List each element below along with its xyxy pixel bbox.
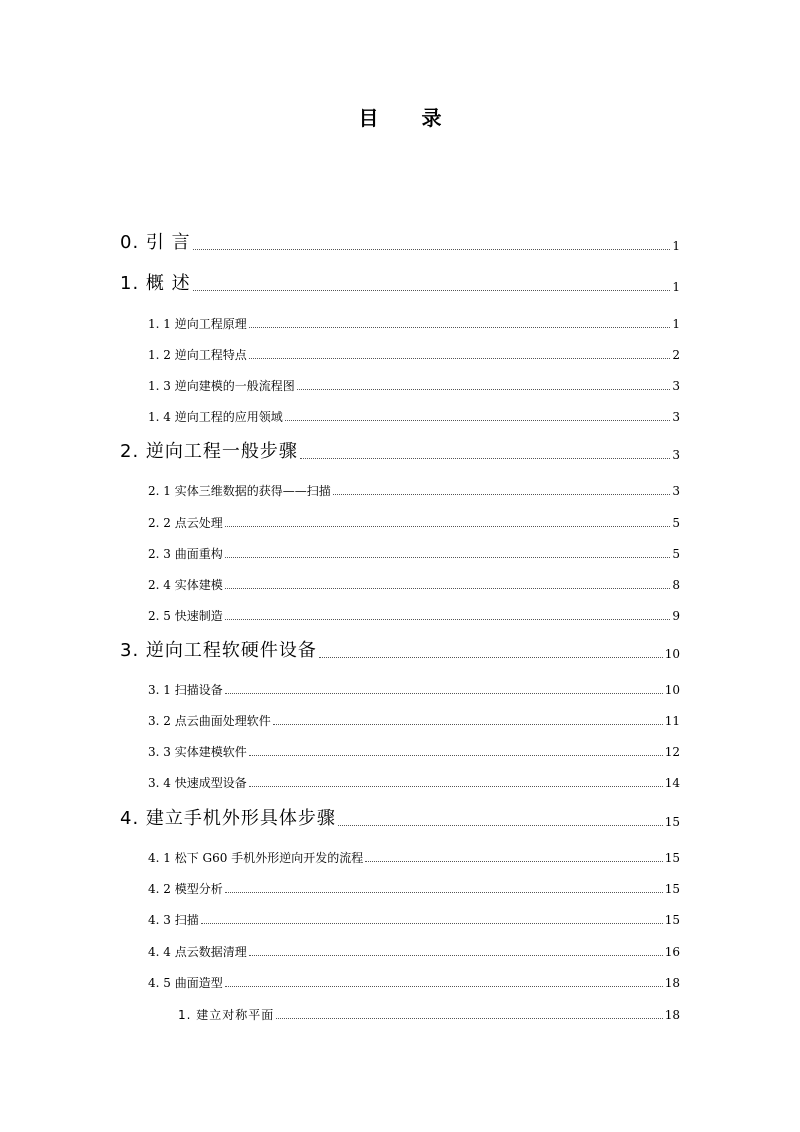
toc-entry-page: 12	[664, 745, 680, 759]
toc-entry-3-1[interactable]	[148, 672, 680, 698]
toc-entry-label: 1. 4 逆向工程的应用领域	[148, 410, 283, 424]
toc-entry-label: 1. 3 逆向建模的一般流程图	[148, 379, 295, 393]
toc-entry-page: 1	[672, 239, 680, 253]
toc-leader-dots	[225, 693, 663, 694]
toc-entry-label: 4. 建立手机外形具体步骤	[120, 808, 336, 829]
toc-entry-page: 5	[672, 516, 680, 530]
toc-entry-page: 3	[672, 448, 680, 462]
toc-entry-page: 15	[664, 913, 680, 927]
toc-entry-page: 2	[672, 348, 680, 362]
toc-entry-1-overview[interactable]	[120, 269, 680, 295]
toc-entry-page: 3	[672, 484, 680, 498]
toc-entry-3-3[interactable]	[148, 734, 680, 760]
toc-entry-label: 4. 3 扫描	[148, 913, 199, 927]
toc-entry-2-steps[interactable]	[120, 437, 680, 463]
toc-entry-label: 1. 2 逆向工程特点	[148, 348, 247, 362]
toc-entry-4-4[interactable]	[148, 934, 680, 960]
toc-leader-dots	[319, 657, 663, 658]
toc-entry-4-3[interactable]	[148, 902, 680, 928]
toc-leader-dots	[276, 1018, 662, 1019]
toc-entry-2-1[interactable]	[148, 473, 680, 499]
toc-leader-dots	[225, 986, 663, 987]
toc-entry-page: 9	[672, 609, 680, 623]
toc-entry-label: 1. 1 逆向工程原理	[148, 317, 247, 331]
toc-entry-label: 3. 2 点云曲面处理软件	[148, 714, 271, 728]
toc-entry-4-2[interactable]	[148, 871, 680, 897]
toc-entry-label: 2. 1 实体三维数据的获得——扫描	[148, 484, 331, 498]
toc-entry-1-3[interactable]	[148, 368, 680, 394]
toc-entry-page: 3	[672, 410, 680, 424]
toc-entry-label: 4. 1 松下 G60 手机外形逆向开发的流程	[148, 851, 364, 865]
toc-entry-0-intro[interactable]	[120, 228, 680, 254]
toc-entry-page: 1	[672, 317, 680, 331]
toc-leader-dots	[193, 290, 671, 291]
toc-entry-label: 1. 建立对称平面	[178, 1008, 275, 1022]
toc-entry-page: 11	[664, 714, 680, 728]
toc-leader-dots	[249, 755, 663, 756]
toc-entry-2-3[interactable]	[148, 536, 680, 562]
toc-entry-label: 3. 3 实体建模软件	[148, 745, 247, 759]
toc-entry-label: 2. 3 曲面重构	[148, 547, 223, 561]
toc-leader-dots	[225, 526, 671, 527]
toc-entry-4-1[interactable]	[148, 840, 680, 866]
toc-leader-dots	[201, 923, 663, 924]
toc-entry-label: 2. 4 实体建模	[148, 578, 223, 592]
toc-entry-label: 3. 逆向工程软硬件设备	[120, 640, 317, 661]
toc-leader-dots	[225, 892, 663, 893]
toc-entry-label: 4. 2 模型分析	[148, 882, 223, 896]
toc-entry-label: 4. 5 曲面造型	[148, 976, 223, 990]
toc-entry-page: 5	[672, 547, 680, 561]
toc-leader-dots	[225, 557, 671, 558]
toc-entry-page: 15	[664, 815, 680, 829]
toc-leader-dots	[249, 327, 671, 328]
toc-entry-3-2[interactable]	[148, 703, 680, 729]
toc-entry-label: 2. 2 点云处理	[148, 516, 223, 530]
toc-title: 目 录	[358, 106, 460, 130]
toc-leader-dots	[333, 494, 671, 495]
toc-leader-dots	[273, 724, 663, 725]
toc-entry-label: 1. 概 述	[120, 273, 191, 294]
toc-entry-page: 8	[672, 578, 680, 592]
toc-entry-label: 0. 引 言	[120, 232, 191, 253]
toc-entry-1-4[interactable]	[148, 399, 680, 425]
toc-entry-label: 3. 4 快速成型设备	[148, 776, 247, 790]
toc-entry-3-equipment[interactable]	[120, 636, 680, 662]
toc-entry-1-1[interactable]	[148, 306, 680, 332]
toc-entry-4-5[interactable]	[148, 965, 680, 991]
toc-entry-2-4[interactable]	[148, 567, 680, 593]
toc-leader-dots	[300, 458, 670, 459]
toc-leader-dots	[338, 825, 663, 826]
toc-entry-2-5[interactable]	[148, 598, 680, 624]
toc-entry-label: 2. 5 快速制造	[148, 609, 223, 623]
toc-entry-page: 10	[664, 647, 680, 661]
toc-entry-page: 14	[664, 776, 680, 790]
toc-entry-page: 1	[672, 280, 680, 294]
toc-entry-page: 15	[664, 851, 680, 865]
toc-leader-dots	[225, 588, 671, 589]
toc-entry-page: 10	[664, 683, 680, 697]
toc-entry-page: 18	[664, 976, 680, 990]
toc-leader-dots	[297, 389, 671, 390]
toc-leader-dots	[249, 955, 663, 956]
toc-entry-4-5-1[interactable]	[178, 997, 680, 1023]
toc-entry-page: 3	[672, 379, 680, 393]
toc-leader-dots	[285, 420, 671, 421]
toc-leader-dots	[365, 861, 663, 862]
toc-entry-1-2[interactable]	[148, 337, 680, 363]
toc-leader-dots	[225, 619, 671, 620]
toc-entry-2-2[interactable]	[148, 505, 680, 531]
toc-entry-label: 2. 逆向工程一般步骤	[120, 441, 298, 462]
toc-entry-page: 15	[664, 882, 680, 896]
toc-leader-dots	[249, 358, 671, 359]
toc-leader-dots	[193, 249, 671, 250]
toc-entry-label: 4. 4 点云数据清理	[148, 945, 247, 959]
toc-entry-3-4[interactable]	[148, 765, 680, 791]
toc-entry-label: 3. 1 扫描设备	[148, 683, 223, 697]
toc-entry-4-phone-steps[interactable]	[120, 804, 680, 830]
toc-entry-page: 16	[664, 945, 680, 959]
toc-leader-dots	[249, 786, 663, 787]
toc-entry-page: 18	[664, 1008, 680, 1022]
